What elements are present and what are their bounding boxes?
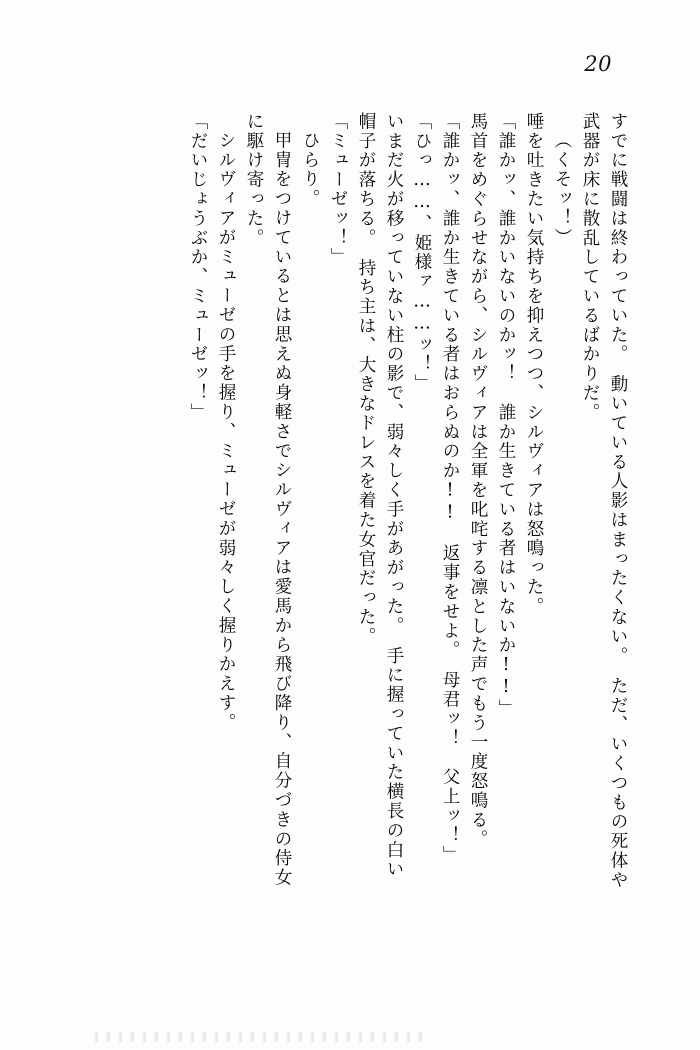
text-column: 「誰かッ、誰か生きている者はおらぬのか!! 返事をせよ。 母君ッ！ 父上ッ！」	[440, 112, 460, 865]
text-column: 「だいじょうぶか、ミューゼッ！」	[188, 112, 208, 423]
text-column: 「誰かッ、誰かいないのかッ！ 誰か生きている者はいないか!!」	[496, 112, 516, 719]
text-column: （くそッ！）	[552, 131, 572, 248]
text-column: 「ミューゼッ！」	[328, 112, 348, 268]
text-column: 唾を吐きたい気持ちを抑えつつ、シルヴィアは怒鳴った。	[524, 112, 544, 617]
text-column: 武器が床に散乱しているばかりだ。	[580, 112, 600, 423]
page-number: 20	[584, 52, 612, 76]
body-text-columns	[74, 112, 626, 952]
text-column: に駆け寄った。	[244, 112, 264, 248]
scan-edge-artifact	[95, 1032, 425, 1042]
text-column: 甲冑をつけているとは思えぬ身軽さでシルヴィアは愛馬から飛び降り、自分づきの侍女	[272, 131, 292, 888]
text-column: いまだ火が移っていない柱の影で、弱々しく手があがった。 手に握っていた横長の白い	[384, 112, 404, 880]
text-column: 馬首をめぐらせながら、シルヴィアは全軍を叱咤する凛とした声でもう一度怒鳴る。	[468, 112, 488, 850]
text-column: ひらり。	[300, 131, 320, 209]
text-column: 帽子が落ちる。 持ち主は、大きなドレスを着た女官だった。	[356, 112, 376, 647]
text-column: すでに戦闘は終わっていた。 動いている人影はまったくない。 ただ、いくつもの死体や	[608, 112, 628, 890]
text-column: シルヴィアがミューゼの手を握り、ミューゼが弱々しく握りかえす。	[216, 131, 236, 733]
text-column: 「ひっ……、姫様ァ……ッ！」	[412, 112, 432, 394]
